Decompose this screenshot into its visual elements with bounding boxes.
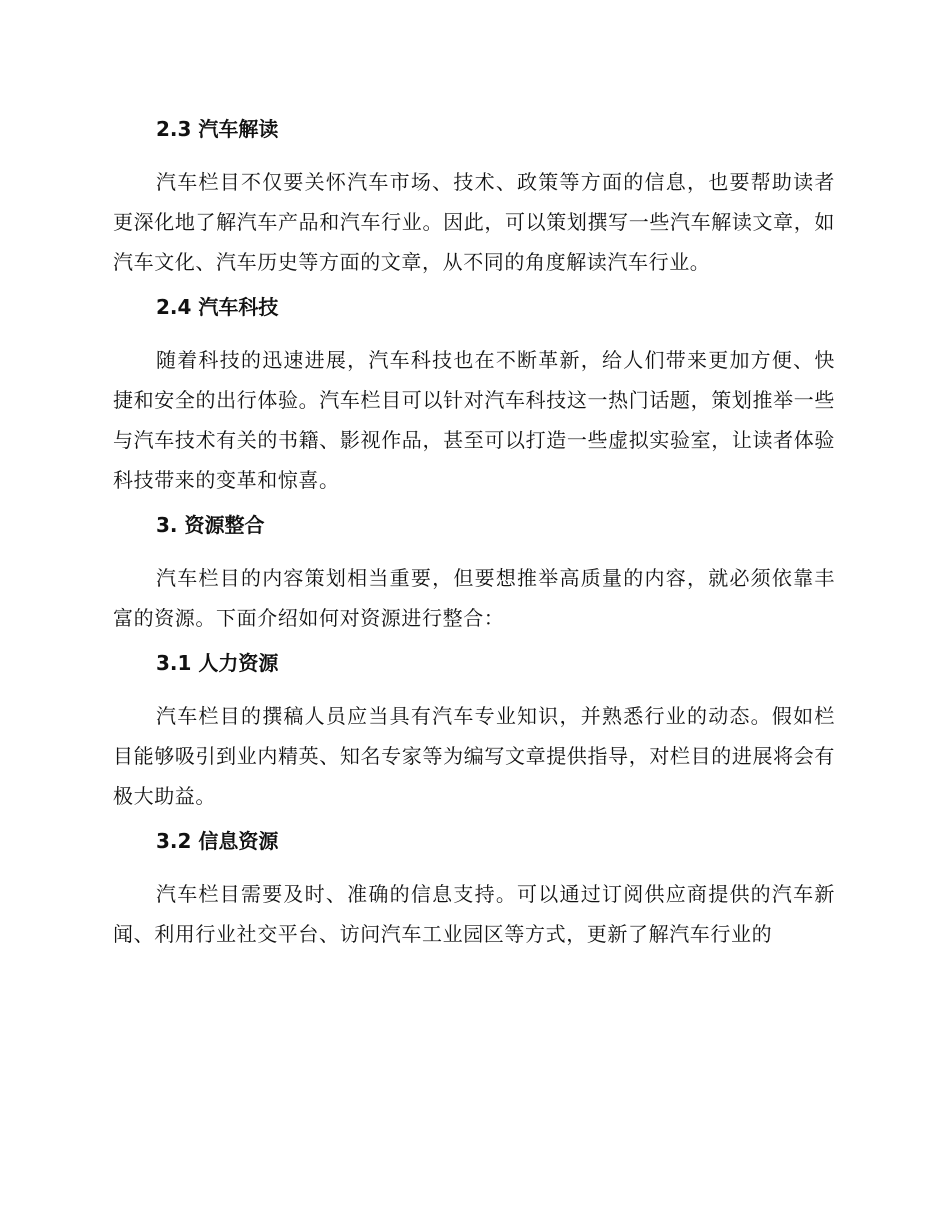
section-heading-3-1: 3.1 人力资源 bbox=[156, 651, 279, 675]
section-paragraph-2-4: 随着科技的迅速进展，汽车科技也在不断革新，给人们带来更加方便、快捷和安全的出行体验。汽车栏目可以针对汽车科技这一热门话题，策划推举一些与汽车技术有关的书籍、影视作品，甚至可以打造一些虚拟实验室，让读者体验科技带来的变革和惊喜。 bbox=[113, 348, 835, 492]
section-heading-3-2: 3.2 信息资源 bbox=[156, 829, 279, 853]
section-heading-2-3: 2.3 汽车解读 bbox=[156, 117, 279, 141]
section-paragraph-2-3: 汽车栏目不仅要关怀汽车市场、技术、政策等方面的信息，也要帮助读者更深化地了解汽车产品和汽车行业。因此，可以策划撰写一些汽车解读文章，如汽车文化、汽车历史等方面的文章，从不同的角度解读汽车行业。 bbox=[113, 170, 835, 274]
section-paragraph-3: 汽车栏目的内容策划相当重要，但要想推举高质量的内容，就必须依靠丰富的资源。下面介绍如何对资源进行整合： bbox=[113, 566, 835, 630]
section-heading-2-4: 2.4 汽车科技 bbox=[156, 295, 279, 319]
section-paragraph-3-1: 汽车栏目的撰稿人员应当具有汽车专业知识，并熟悉行业的动态。假如栏目能够吸引到业内精英、知名专家等为编写文章提供指导，对栏目的进展将会有极大助益。 bbox=[113, 704, 835, 808]
document-body bbox=[113, 112, 835, 954]
section-paragraph-3-2: 汽车栏目需要及时、准确的信息支持。可以通过订阅供应商提供的汽车新闻、利用行业社交平台、访问汽车工业园区等方式，更新了解汽车行业的 bbox=[113, 882, 835, 946]
section-heading-3: 3. 资源整合 bbox=[156, 513, 265, 537]
